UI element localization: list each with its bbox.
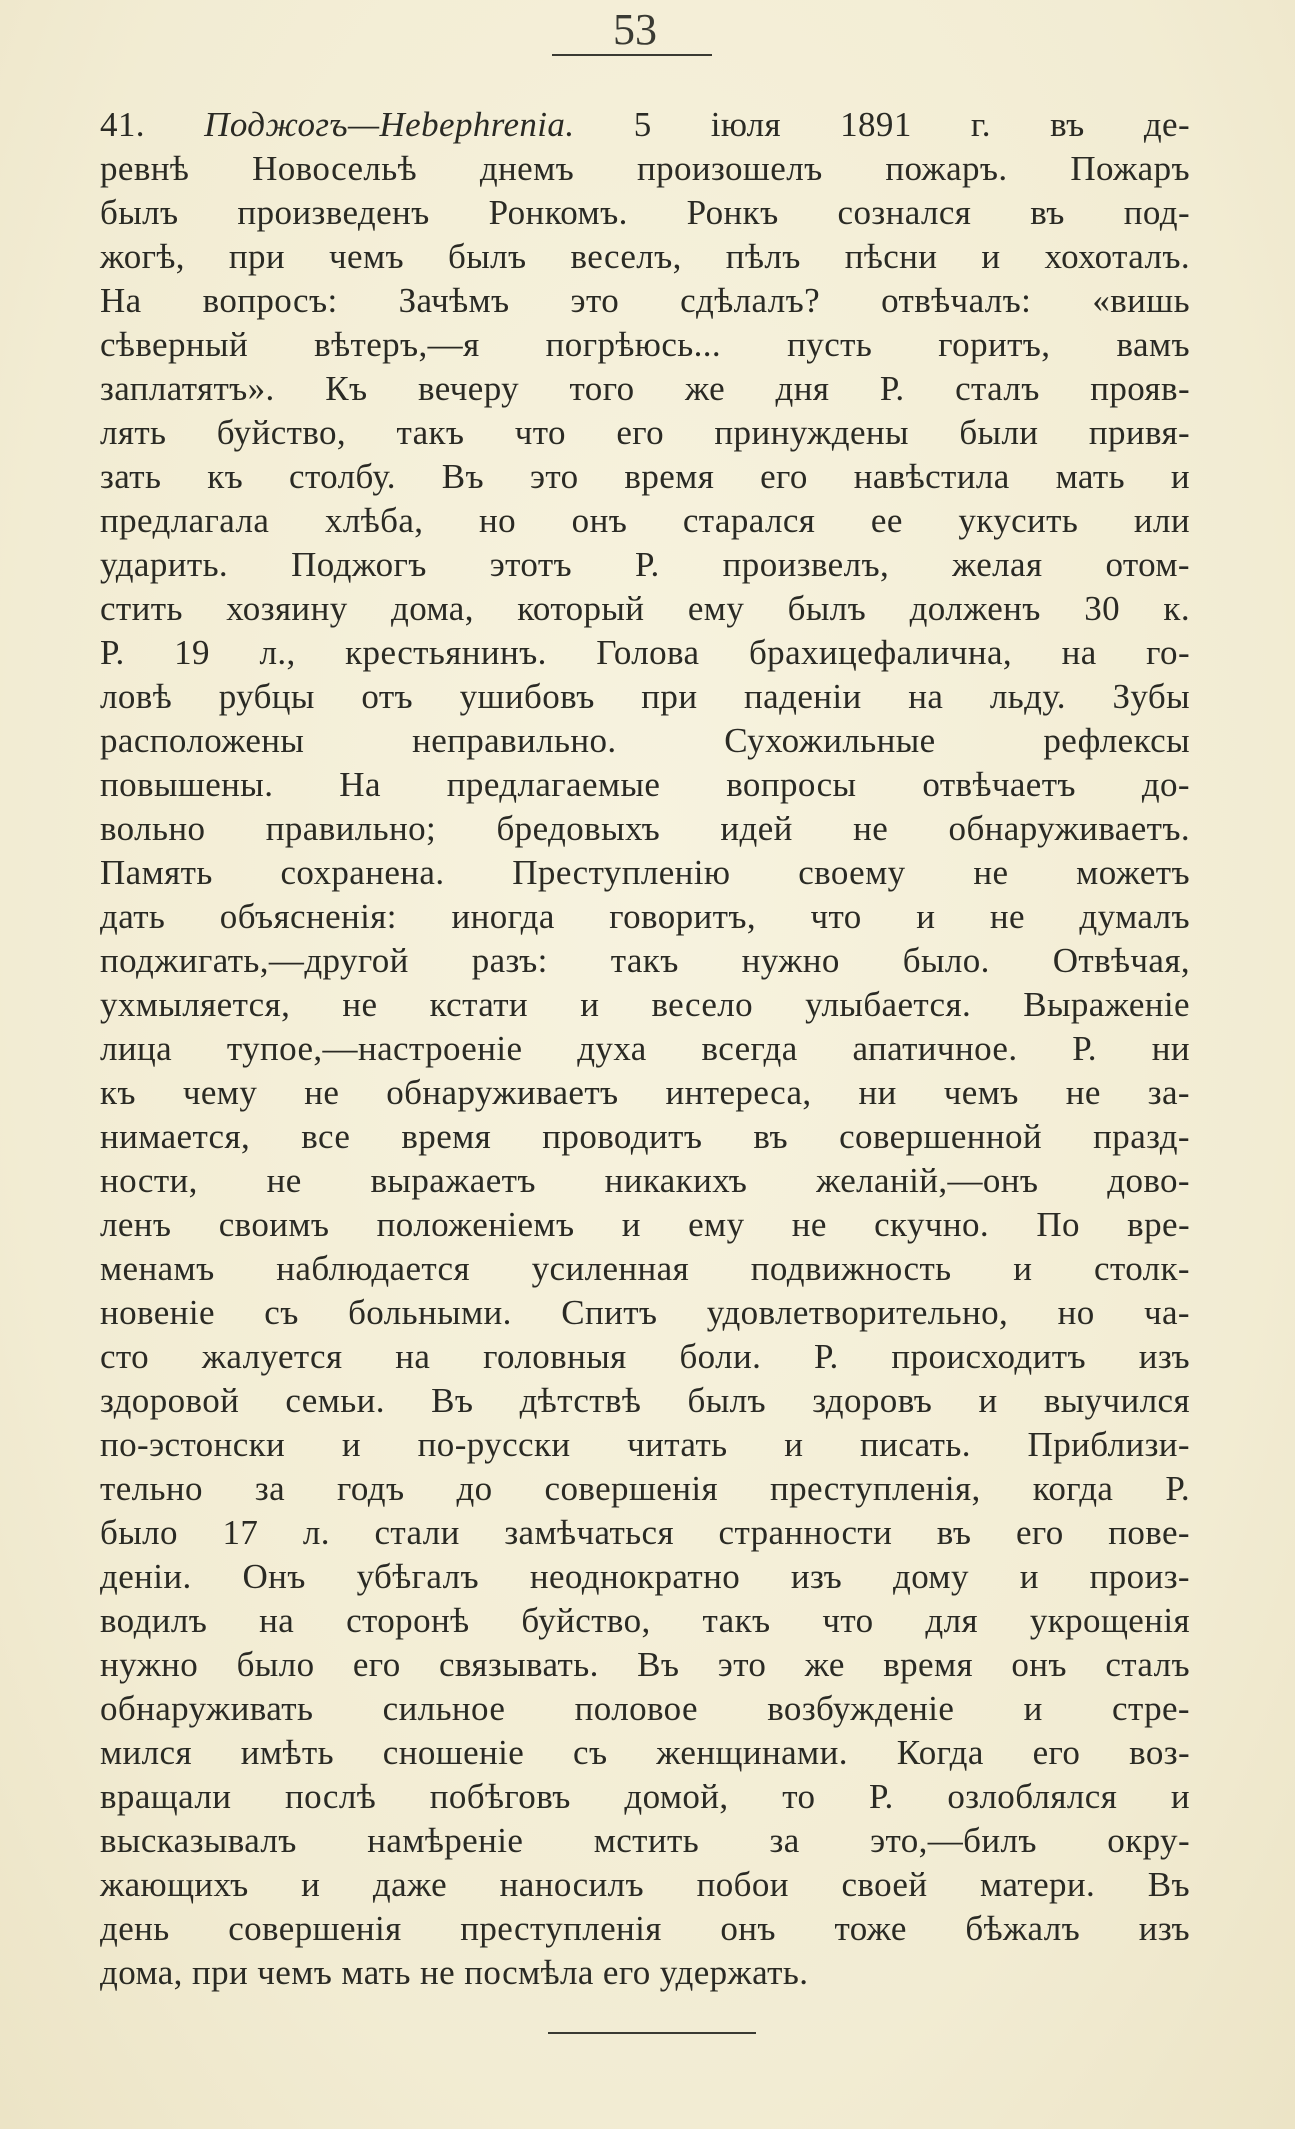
text-line: ленъ своимъ положеніемъ и ему не скучно. По вре- bbox=[100, 1205, 1190, 1244]
text-line: новеніе съ больными. Спитъ удовлетворительно, но ча- bbox=[100, 1293, 1190, 1332]
text-line: сѣверный вѣтеръ,—я погрѣюсь... пусть горитъ, вамъ bbox=[100, 325, 1190, 364]
text-line: предлагала хлѣба, но онъ старался ее укусить или bbox=[100, 501, 1190, 540]
text-line: тельно за годъ до совершенія преступленія, когда Р. bbox=[100, 1469, 1190, 1508]
text-line: На вопросъ: Зачѣмъ это сдѣлалъ? отвѣчалъ: «вишь bbox=[100, 281, 1190, 320]
text-line: обнаруживать сильное половое возбужденіе и стре- bbox=[100, 1689, 1190, 1728]
text-line: сто жалуется на головныя боли. Р. происходитъ изъ bbox=[100, 1337, 1190, 1376]
text-line: деніи. Онъ убѣгалъ неоднократно изъ дому и произ- bbox=[100, 1557, 1190, 1596]
text-line: лица тупое,—настроеніе духа всегда апатичное. Р. ни bbox=[100, 1029, 1190, 1068]
text-line: Память сохранена. Преступленію своему не можетъ bbox=[100, 853, 1190, 892]
text-line: лять буйство, такъ что его принуждены были привя- bbox=[100, 413, 1190, 452]
text-line: по-эстонски и по-русски читать и писать. Приблизи- bbox=[100, 1425, 1190, 1464]
text-line: ревнѣ Новосельѣ днемъ произошелъ пожаръ. Пожаръ bbox=[100, 149, 1190, 188]
text-line: водилъ на сторонѣ буйство, такъ что для укрощенія bbox=[100, 1601, 1190, 1640]
heading-line-rest: 5 іюля 1891 г. въ де- bbox=[633, 105, 1191, 144]
header-rule bbox=[552, 54, 712, 56]
text-line: заплатятъ». Къ вечеру того же дня Р. сталъ прояв- bbox=[100, 369, 1190, 408]
text-line: ударить. Поджогъ этотъ Р. произвелъ, желая отом- bbox=[100, 545, 1190, 584]
text-line: день совершенія преступленія онъ тоже бѣжалъ изъ bbox=[100, 1909, 1190, 1948]
text-line: стить хозяину дома, который ему былъ долженъ 30 к. bbox=[100, 589, 1190, 628]
text-line: нимается, все время проводитъ въ совершенной празд- bbox=[100, 1117, 1190, 1156]
text-line: мился имѣть сношеніе съ женщинами. Когда его воз- bbox=[100, 1733, 1190, 1772]
text-line: жогѣ, при чемъ былъ веселъ, пѣлъ пѣсни и хохоталъ. bbox=[100, 237, 1190, 276]
text-line: было 17 л. стали замѣчаться странности въ его пове- bbox=[100, 1513, 1190, 1552]
text-line: высказывалъ намѣреніе мстить за это,—билъ окру- bbox=[100, 1821, 1190, 1860]
text-line: менамъ наблюдается усиленная подвижность и столк- bbox=[100, 1249, 1190, 1288]
case-title: Поджогъ—Hebephrenia. bbox=[204, 105, 575, 144]
heading-line bbox=[100, 103, 1190, 147]
footer-rule bbox=[548, 2032, 756, 2034]
text-line: расположены неправильно. Сухожильные рефлексы bbox=[100, 721, 1190, 760]
page-number: 53 bbox=[613, 5, 657, 54]
text-line: Р. 19 л., крестьянинъ. Голова брахицефалична, на го- bbox=[100, 633, 1190, 672]
text-line: нужно было его связывать. Въ это же время онъ сталъ bbox=[100, 1645, 1190, 1684]
text-line: къ чему не обнаруживаетъ интереса, ни чемъ не за- bbox=[100, 1073, 1190, 1112]
text-line: былъ произведенъ Ронкомъ. Ронкъ сознался въ под- bbox=[100, 193, 1190, 232]
text-line: поджигать,—другой разъ: такъ нужно было. Отвѣчая, bbox=[100, 941, 1190, 980]
text-line: ухмыляется, не кстати и весело улыбается. Выраженіе bbox=[100, 985, 1190, 1024]
text-line: ности, не выражаетъ никакихъ желаній,—онъ дово- bbox=[100, 1161, 1190, 1200]
text-line-last: дома, при чемъ мать не посмѣла его удержать. bbox=[100, 1953, 809, 1992]
text-line: ловѣ рубцы отъ ушибовъ при паденіи на льду. Зубы bbox=[100, 677, 1190, 716]
text-line: жающихъ и даже наносилъ побои своей матери. Въ bbox=[100, 1865, 1190, 1904]
text-line: вращали послѣ побѣговъ домой, то Р. озлоблялся и bbox=[100, 1777, 1190, 1816]
text-line: повышены. На предлагаемые вопросы отвѣчаетъ до- bbox=[100, 765, 1190, 804]
text-line: зать къ столбу. Въ это время его навѣстила мать и bbox=[100, 457, 1190, 496]
case-text bbox=[100, 103, 1190, 1995]
text-line: здоровой семьи. Въ дѣтствѣ былъ здоровъ и выучился bbox=[100, 1381, 1190, 1420]
case-number: 41. bbox=[100, 105, 145, 144]
text-line: дать объясненія: иногда говоритъ, что и не думалъ bbox=[100, 897, 1190, 936]
text-line: вольно правильно; бредовыхъ идей не обнаруживаетъ. bbox=[100, 809, 1190, 848]
